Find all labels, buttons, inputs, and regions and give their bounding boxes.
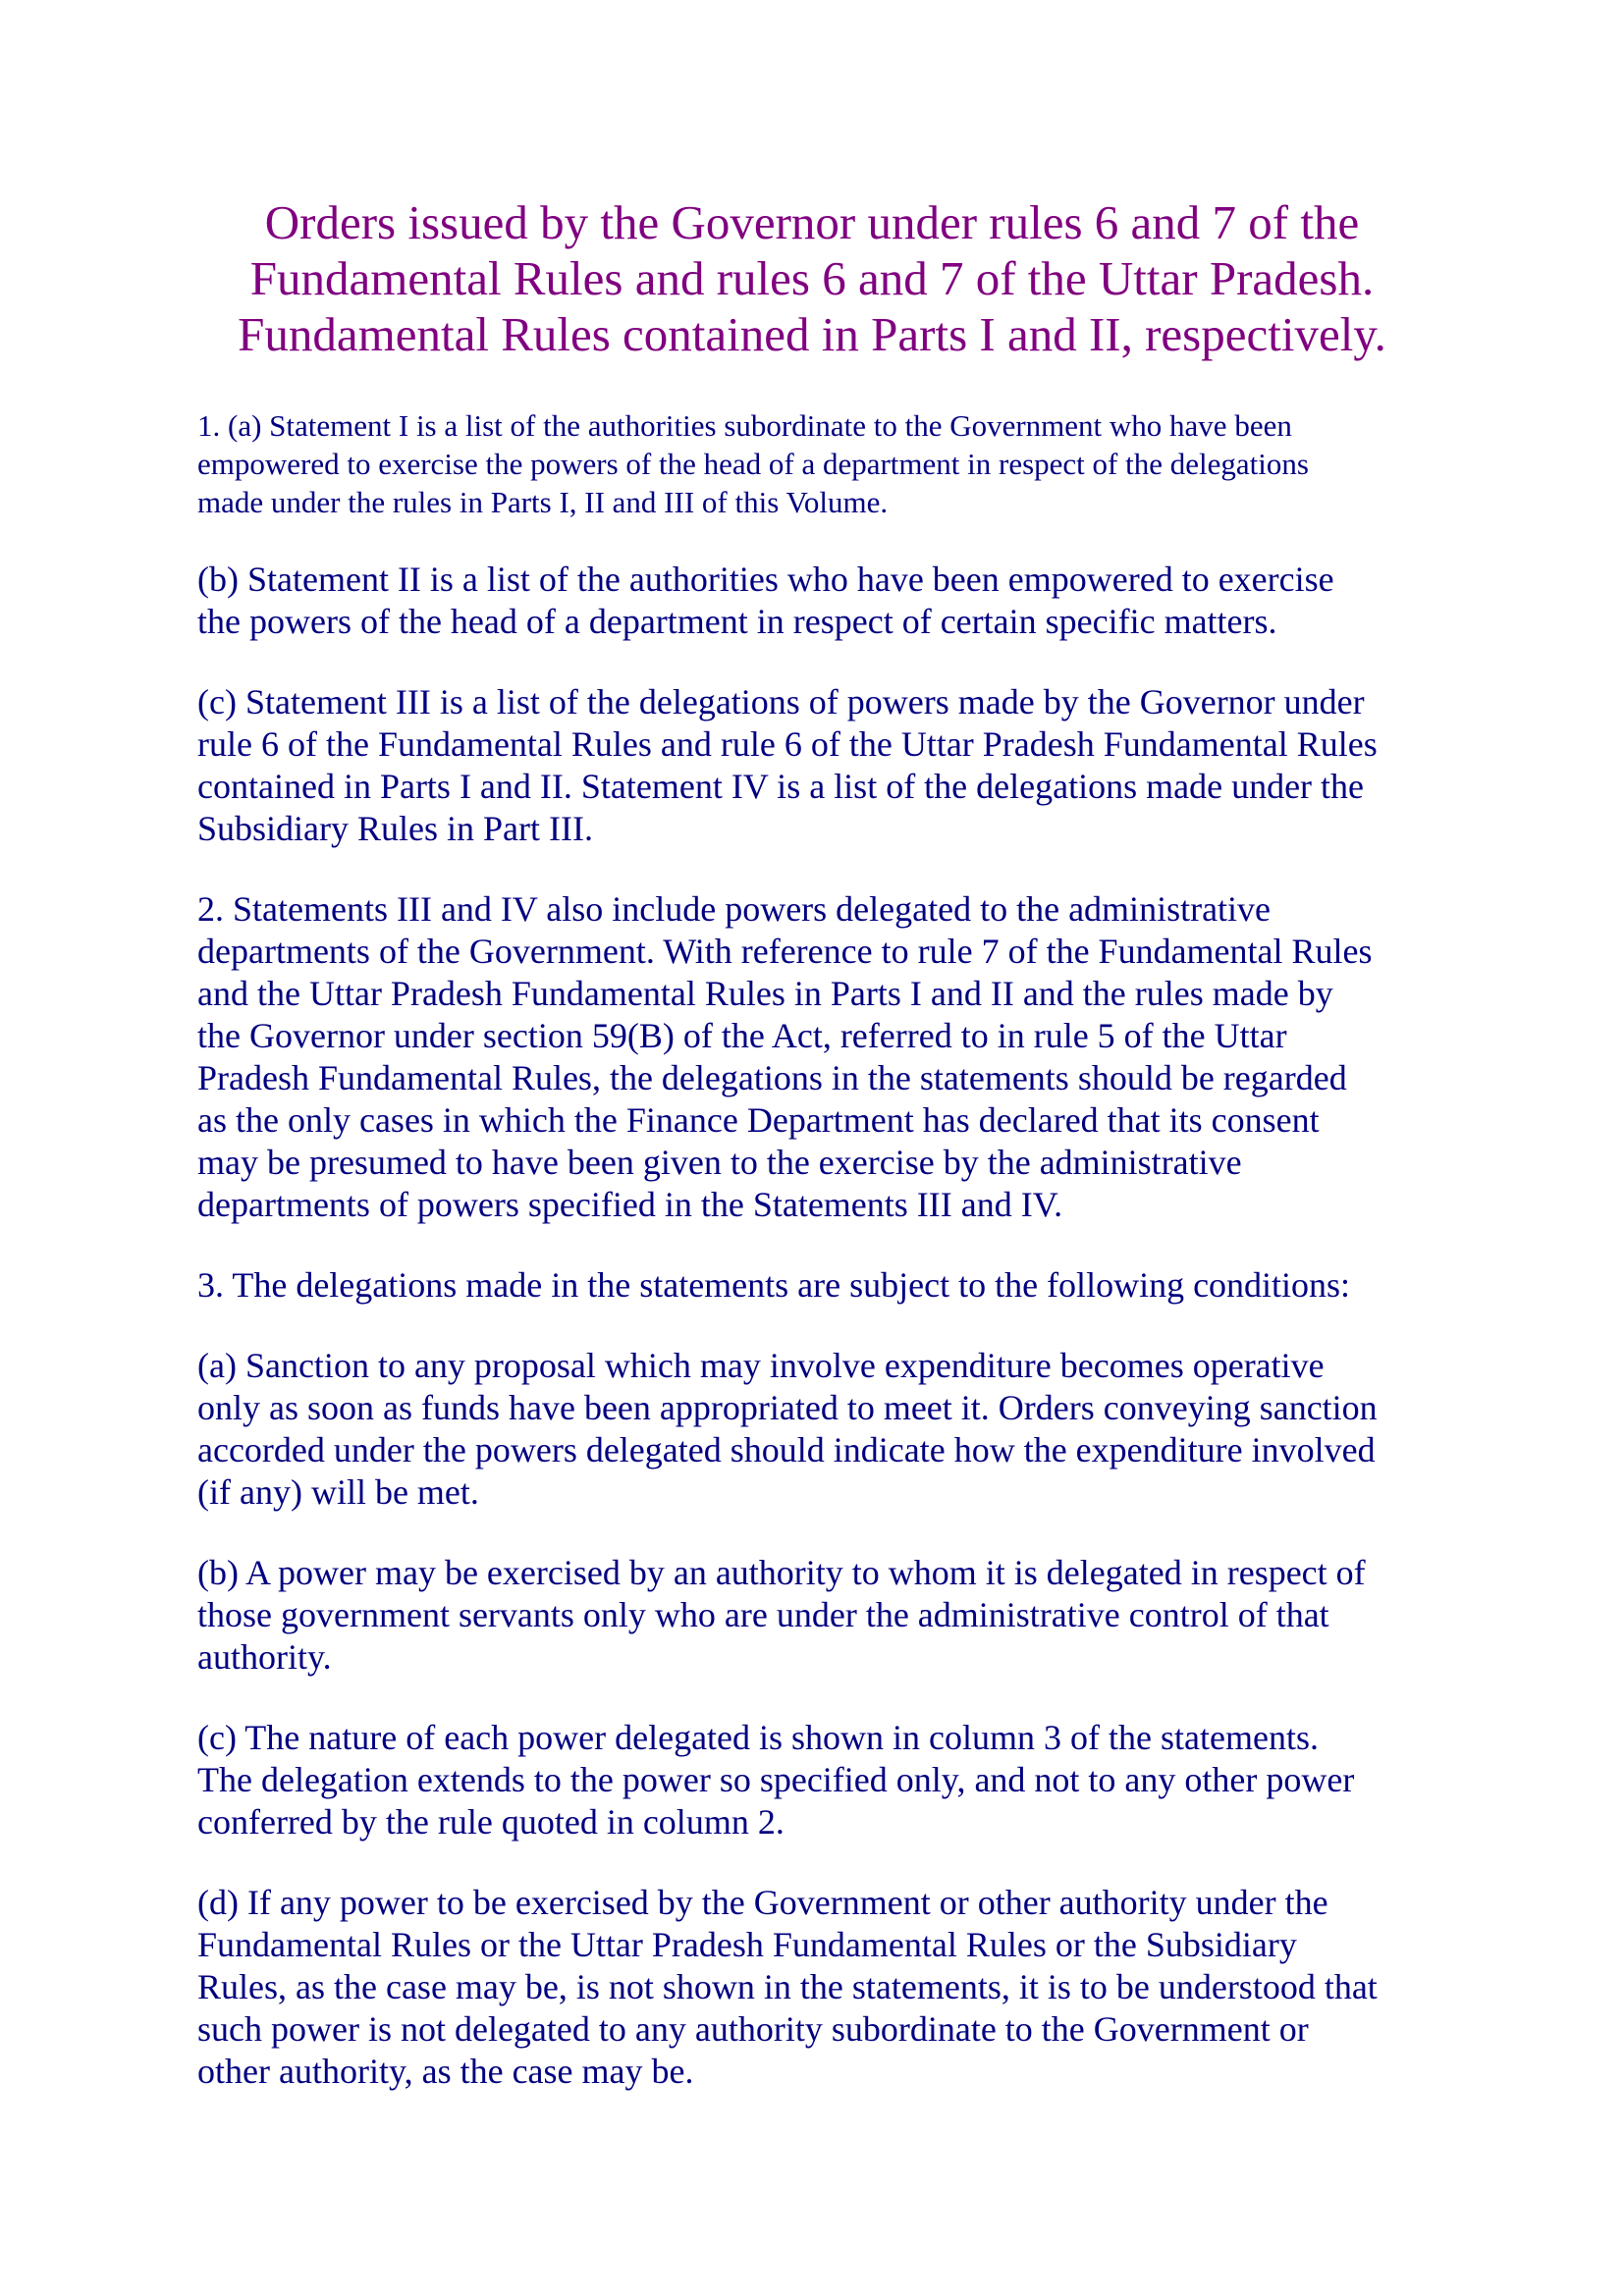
text-line: departments of the Government. With reference to rule 7 of the Fundamental Rules bbox=[197, 932, 1373, 971]
text-line: Fundamental Rules or the Uttar Pradesh Fundamental Rules or the Subsidiary bbox=[197, 1925, 1297, 1964]
text-line: Pradesh Fundamental Rules, the delegations in the statements should be regarded bbox=[197, 1058, 1347, 1097]
paragraph-3b bbox=[197, 1552, 1493, 1679]
text-line: such power is not delegated to any authority subordinate to the Government or bbox=[197, 2009, 1309, 2049]
text-line: accorded under the powers delegated should indicate how the expenditure involved bbox=[197, 1430, 1376, 1469]
text-line: (d) If any power to be exercised by the Government or other authority under the bbox=[197, 1883, 1328, 1922]
text-line: Subsidiary Rules in Part III. bbox=[197, 809, 593, 848]
text-line: authority. bbox=[197, 1637, 332, 1677]
text-line: made under the rules in Parts I, II and III of this Volume. bbox=[197, 485, 889, 519]
paragraph-3 bbox=[197, 1264, 1493, 1307]
paragraph-3d bbox=[197, 1882, 1493, 2093]
text-line: only as soon as funds have been appropriated to meet it. Orders conveying sanction bbox=[197, 1388, 1378, 1427]
text-line: conferred by the rule quoted in column 2. bbox=[197, 1802, 785, 1842]
title-line: Fundamental Rules contained in Parts I and II, respectively. bbox=[238, 307, 1386, 361]
paragraph-1c bbox=[197, 681, 1493, 850]
text-line: 3. The delegations made in the statements are subject to the following conditions: bbox=[197, 1265, 1351, 1305]
text-line: Rules, as the case may be, is not shown in the statements, it is to be understood that bbox=[197, 1967, 1378, 2006]
text-line: (b) A power may be exercised by an authority to whom it is delegated in respect of bbox=[197, 1553, 1366, 1592]
text-line: and the Uttar Pradesh Fundamental Rules in Parts I and II and the rules made by bbox=[197, 974, 1333, 1013]
document-body bbox=[197, 406, 1493, 2131]
text-line: departments of powers specified in the Statements III and IV. bbox=[197, 1185, 1063, 1224]
text-line: 2. Statements III and IV also include powers delegated to the administrative bbox=[197, 889, 1272, 929]
text-line: rule 6 of the Fundamental Rules and rule 6 of the Uttar Pradesh Fundamental Rules bbox=[197, 724, 1378, 764]
paragraph-3a bbox=[197, 1345, 1493, 1514]
text-line: those government servants only who are under the administrative control of that bbox=[197, 1595, 1329, 1634]
text-line: empowered to exercise the powers of the head of a department in respect of the delegations bbox=[197, 447, 1309, 481]
text-line: (b) Statement II is a list of the authorities who have been empowered to exercise bbox=[197, 560, 1334, 599]
text-line: as the only cases in which the Finance Department has declared that its consent bbox=[197, 1100, 1320, 1140]
title-line: Fundamental Rules and rules 6 and 7 of the Uttar Pradesh. bbox=[249, 251, 1375, 305]
text-line: (c) Statement III is a list of the delegations of powers made by the Governor under bbox=[197, 682, 1365, 721]
text-line: 1. (a) Statement I is a list of the authorities subordinate to the Government who have been bbox=[197, 408, 1292, 443]
document-title bbox=[137, 194, 1487, 362]
paragraph-1a bbox=[197, 406, 1493, 521]
text-line: (a) Sanction to any proposal which may involve expenditure becomes operative bbox=[197, 1346, 1325, 1385]
paragraph-1b bbox=[197, 559, 1493, 643]
text-line: (c) The nature of each power delegated is shown in column 3 of the statements. bbox=[197, 1718, 1319, 1757]
text-line: the Governor under section 59(B) of the Act, referred to in rule 5 of the Uttar bbox=[197, 1016, 1287, 1055]
paragraph-2 bbox=[197, 888, 1493, 1226]
text-line: contained in Parts I and II. Statement IV is a list of the delegations made under the bbox=[197, 767, 1365, 806]
text-line: other authority, as the case may be. bbox=[197, 2052, 694, 2091]
text-line: may be presumed to have been given to the exercise by the administrative bbox=[197, 1143, 1242, 1182]
text-line: The delegation extends to the power so specified only, and not to any other power bbox=[197, 1760, 1355, 1799]
text-line: (if any) will be met. bbox=[197, 1472, 479, 1512]
paragraph-3c bbox=[197, 1717, 1493, 1843]
text-line: the powers of the head of a department in respect of certain specific matters. bbox=[197, 602, 1277, 641]
title-line: Orders issued by the Governor under rules 6 and 7 of the bbox=[264, 195, 1360, 249]
